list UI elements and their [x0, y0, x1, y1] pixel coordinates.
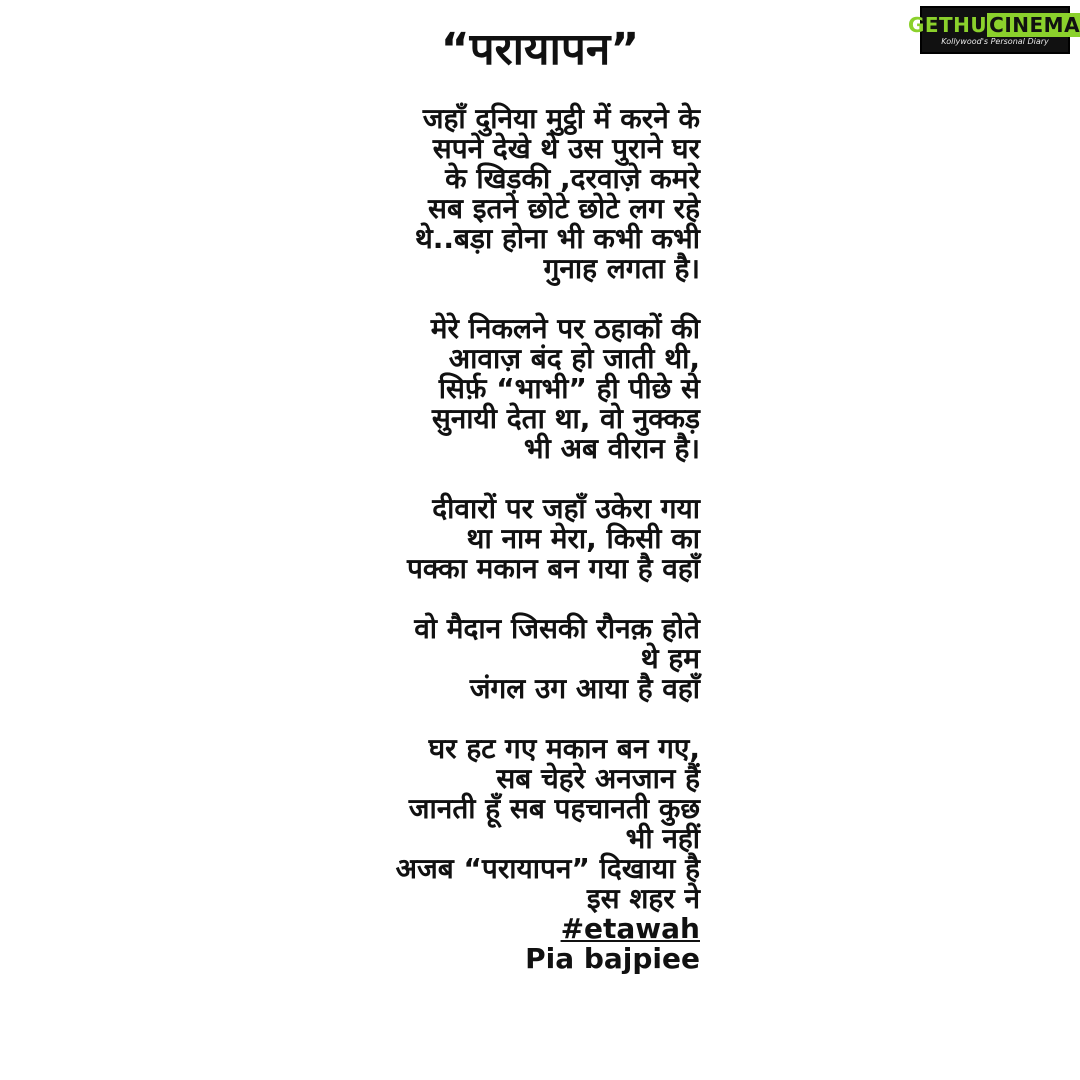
stanza-4 — [280, 614, 700, 704]
poem-line: इस शहर ने — [586, 882, 700, 915]
logo-text-cinema: CINEMA — [987, 13, 1080, 37]
hashtag: #etawah — [560, 912, 700, 945]
stanza-5 — [280, 734, 700, 914]
poem-line: सब इतने छोटे छोटे लग रहे — [428, 192, 700, 225]
poem-line: था नाम मेरा, किसी का — [466, 522, 700, 555]
stanza-gap — [280, 704, 700, 734]
poem-line: दीवारों पर जहाँ उकेरा गया — [432, 492, 700, 525]
poem-line: घर हट गए मकान बन गए, — [428, 732, 700, 765]
poem-line: जहाँ दुनिया मुट्ठी में करने के — [422, 102, 700, 135]
poem-line: सुनायी देता था, वो नुक्कड़ — [431, 402, 700, 435]
poem-line: गुनाह लगता है। — [543, 252, 700, 285]
logo-text-gethu: GETHU — [907, 13, 988, 37]
poem-line: भी अब वीरान है। — [523, 432, 700, 465]
stanza-gap — [280, 584, 700, 614]
poem-line: थे हम — [640, 642, 700, 675]
poem-line: भी नहीं — [625, 822, 700, 855]
poem-body — [280, 104, 700, 974]
poem-line: वो मैदान जिसकी रौनक़ होते — [414, 612, 700, 645]
author-name: Pia bajpiee — [525, 942, 700, 975]
poem-line: मेरे निकलने पर ठहाकों की — [430, 312, 700, 345]
stanza-2 — [280, 314, 700, 464]
poem-line: सब चेहरे अनजान हैं — [496, 762, 700, 795]
poem-line: जानती हूँ सब पहचानती कुछ — [408, 792, 700, 825]
poem-line: के खिड़की ,दरवाज़े कमरे — [445, 162, 700, 195]
poem-line: अजब “परायापन” दिखाया है — [395, 852, 700, 885]
poem-line: सपने देखे थे उस पुराने घर — [432, 132, 700, 165]
stanza-gap — [280, 464, 700, 494]
stanza-gap — [280, 284, 700, 314]
poem-title: “परायापन” — [440, 24, 640, 75]
poem-line: पक्का मकान बन गया है वहाँ — [406, 552, 700, 585]
poem-line: सिर्फ़ “भाभी” ही पीछे से — [438, 372, 700, 405]
logo-tagline: Kollywood's Personal Diary — [941, 37, 1049, 46]
poem-line: जंगल उग आया है वहाँ — [469, 672, 700, 705]
poem-line: आवाज़ बंद हो जाती थी, — [448, 342, 700, 375]
poem-line: थे..बड़ा होना भी कभी कभी — [414, 222, 700, 255]
stanza-1 — [280, 104, 700, 284]
stanza-3 — [280, 494, 700, 584]
